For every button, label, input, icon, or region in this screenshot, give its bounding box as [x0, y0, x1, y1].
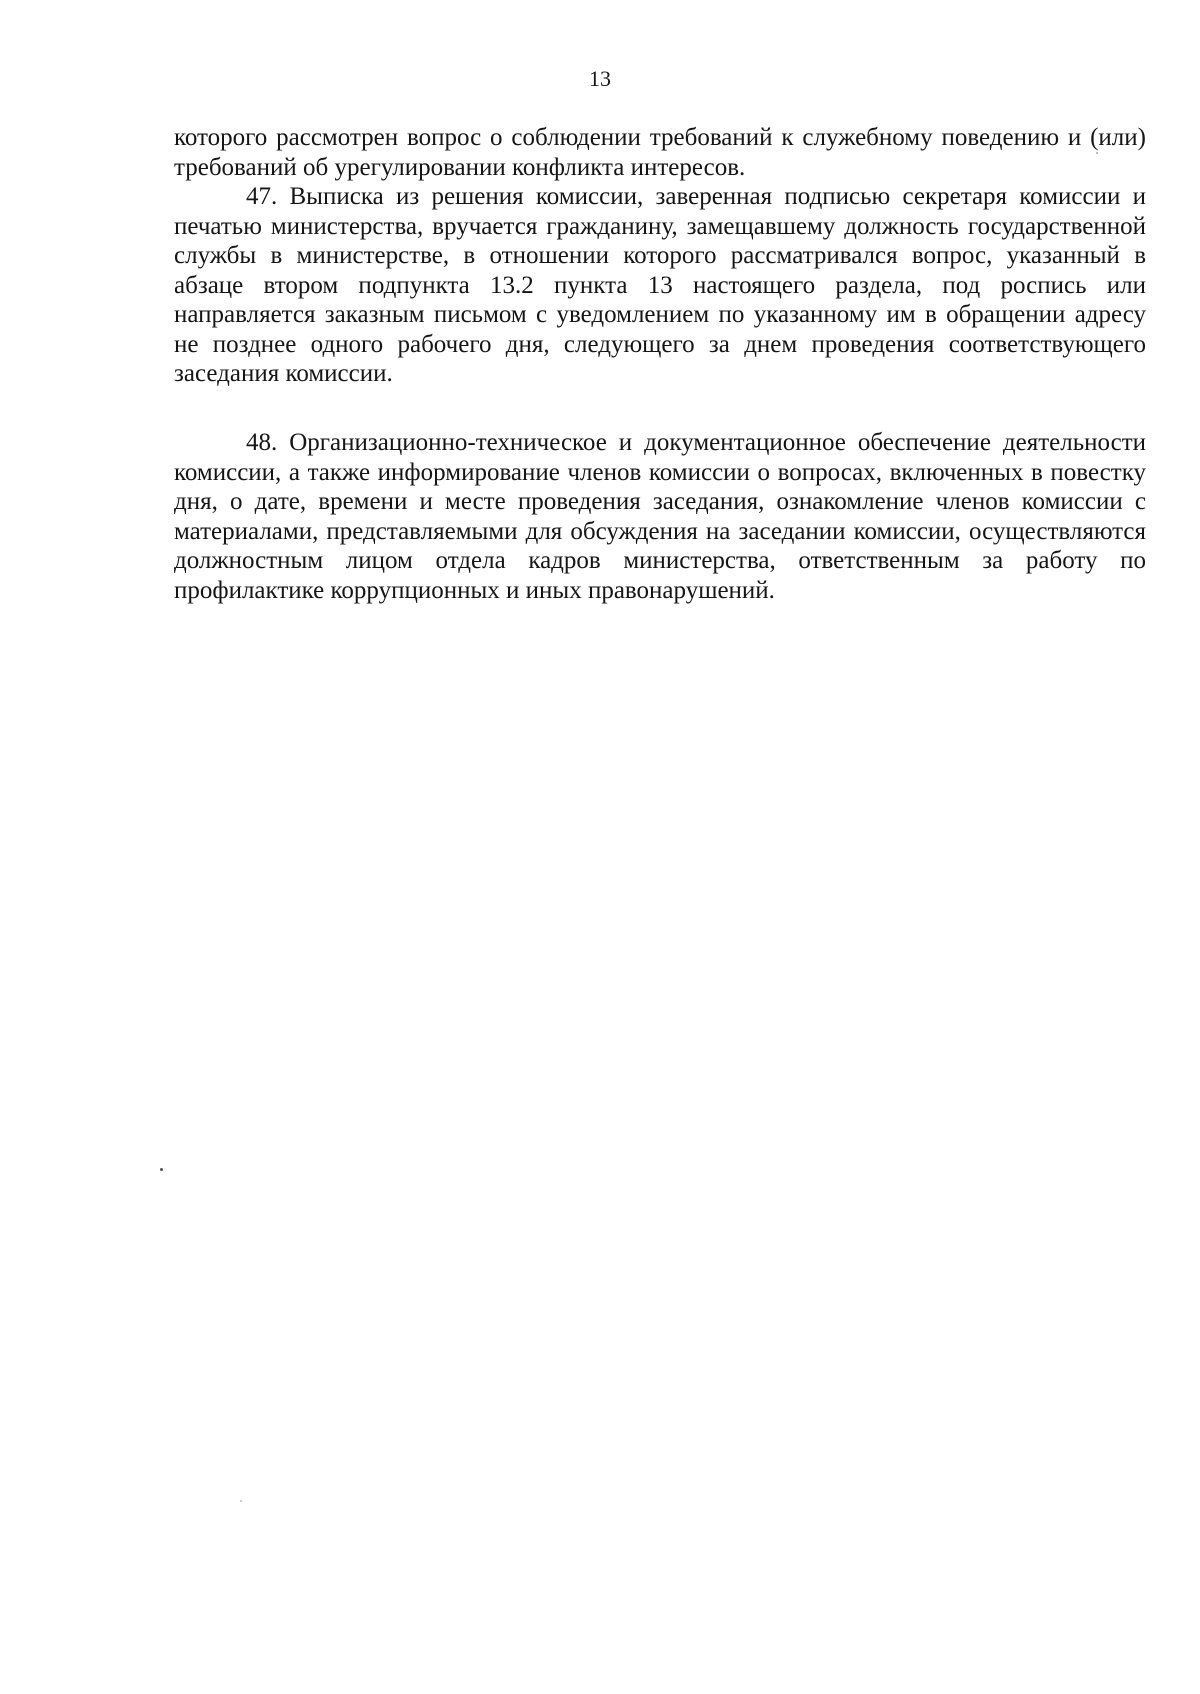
paragraph-48-block: [174, 428, 1146, 605]
paragraph-48: 48. Организационно-техническое и документационное обеспечение деятельности комиссии, а также информирование членов комиссии о вопросах, включенных в повестку дня, о дате, времени и месте проведения заседания, ознакомление членов комиссии с материалами, представляемыми для обсуждения на заседании комиссии, осуществляются должностным лицом отдела кадров министерства, ответственным за работу по профилактике коррупционных и иных правонарушений.: [174, 429, 1146, 604]
scan-speck: [240, 1500, 242, 1502]
page-number: 13: [589, 66, 611, 91]
paragraph-47-block: [174, 182, 1146, 389]
paragraph-continuation-block: [174, 123, 1146, 182]
scan-speck: [1096, 152, 1098, 154]
scan-speck: [160, 1168, 163, 1171]
paragraph-continuation: которого рассмотрен вопрос о соблюдении требований к служебному поведению и (или) требований об урегулировании конфликта интересов.: [174, 124, 1146, 181]
paragraph-47: 47. Выписка из решения комиссии, заверенная подписью секретаря комиссии и печатью министерства, вручается гражданину, замещавшему должность государственной службы в министерстве, в отношении которого рассматривался вопрос, указанный в абзаце втором подпункта 13.2 пункта 13 настоящего раздела, под роспись или направляется заказным письмом с уведомлением по указанному им в обращении адресу не позднее одного рабочего дня, следующего за днем проведения соответствующего заседания комиссии.: [174, 183, 1146, 387]
